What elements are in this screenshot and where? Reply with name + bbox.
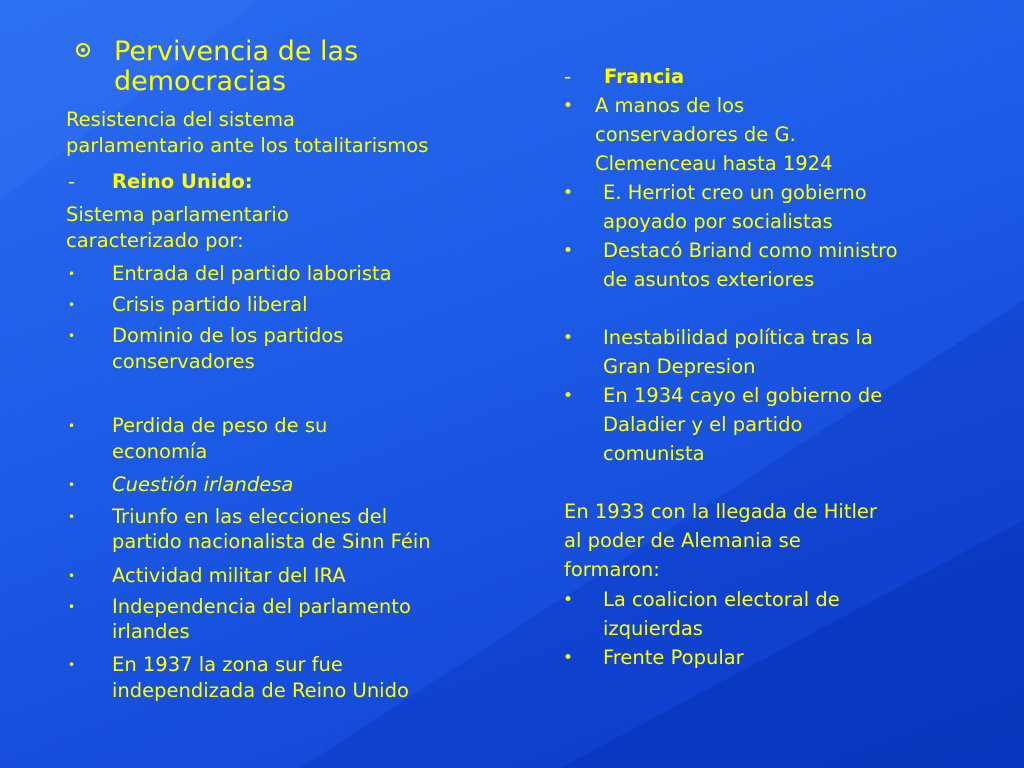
intro-line-2: parlamentario ante los totalitarismos — [66, 134, 429, 157]
list-item: A manos de los — [595, 94, 745, 117]
bullet-marker: • — [68, 329, 76, 343]
list-item: Frente Popular — [603, 646, 744, 669]
bullet-marker: • — [68, 267, 76, 281]
list-item: En 1937 la zona sur fue — [112, 653, 343, 676]
list-item: Actividad militar del IRA — [112, 564, 346, 587]
target-bullet-icon — [76, 43, 90, 57]
list-item-cont: irlandes — [112, 620, 190, 643]
desc-line-2: caracterizado por: — [66, 229, 244, 252]
intro-line-1: Resistencia del sistema — [66, 108, 296, 131]
list-item-cont: economía — [112, 440, 208, 463]
title-line-2: democracias — [114, 66, 287, 97]
list-item: Independencia del parlamento — [112, 595, 411, 618]
list-item-cont: comunista — [603, 442, 705, 465]
paragraph-line-2: al poder de Alemania se — [564, 529, 801, 552]
list-item: Cuestión irlandesa — [112, 473, 294, 496]
bullet-marker: • — [68, 298, 76, 312]
bullet-marker: • — [563, 96, 574, 116]
title-line-1: Pervivencia de las — [114, 36, 359, 67]
list-item-cont: Clemenceau hasta 1924 — [595, 152, 833, 175]
bullet-marker: • — [68, 600, 76, 614]
list-item-cont: conservadores — [112, 350, 255, 373]
bullet-marker: • — [68, 419, 76, 433]
bullet-marker: • — [68, 510, 76, 524]
dash-marker: - — [68, 170, 76, 193]
list-item: Entrada del partido laborista — [112, 262, 392, 285]
list-item: Destacó Briand como ministro — [603, 239, 898, 262]
list-item: Perdida de peso de su — [112, 414, 328, 437]
list-item-cont: apoyado por socialistas — [603, 210, 833, 233]
list-item-cont: de asuntos exteriores — [603, 268, 815, 291]
list-item-cont: Daladier y el partido — [603, 413, 803, 436]
list-item-cont: Gran Depresion — [603, 355, 756, 378]
dash-marker: - — [564, 65, 572, 88]
list-item: Dominio de los partidos — [112, 324, 344, 347]
bullet-marker: • — [563, 648, 574, 668]
list-item: En 1934 cayo el gobierno de — [603, 384, 883, 407]
page-title — [114, 37, 358, 97]
paragraph-line-3: formaron: — [564, 558, 660, 581]
list-item-cont: izquierdas — [603, 617, 703, 640]
section-heading-reino-unido: Reino Unido: — [112, 170, 253, 193]
list-item: E. Herriot creo un gobierno — [603, 181, 867, 204]
bullet-marker: • — [563, 590, 574, 610]
list-item-cont: independizada de Reino Unido — [112, 679, 409, 702]
list-item-cont: conservadores de G. — [595, 123, 796, 146]
bullet-marker: • — [563, 386, 574, 406]
desc-line-1: Sistema parlamentario — [66, 203, 289, 226]
bullet-marker: • — [563, 183, 574, 203]
bullet-marker: • — [563, 241, 574, 261]
list-item-cont: partido nacionalista de Sinn Féin — [112, 530, 431, 553]
list-item: Triunfo en las elecciones del — [112, 505, 388, 528]
bullet-marker: • — [68, 569, 76, 583]
bullet-marker: • — [563, 328, 574, 348]
section-heading-francia: Francia — [604, 65, 685, 88]
list-item: Crisis partido liberal — [112, 293, 308, 316]
paragraph-line-1: En 1933 con la llegada de Hitler — [564, 500, 877, 523]
bullet-marker: • — [68, 658, 76, 672]
list-item: La coalicion electoral de — [603, 588, 840, 611]
bullet-marker: • — [68, 478, 76, 492]
list-item: Inestabilidad política tras la — [603, 326, 873, 349]
